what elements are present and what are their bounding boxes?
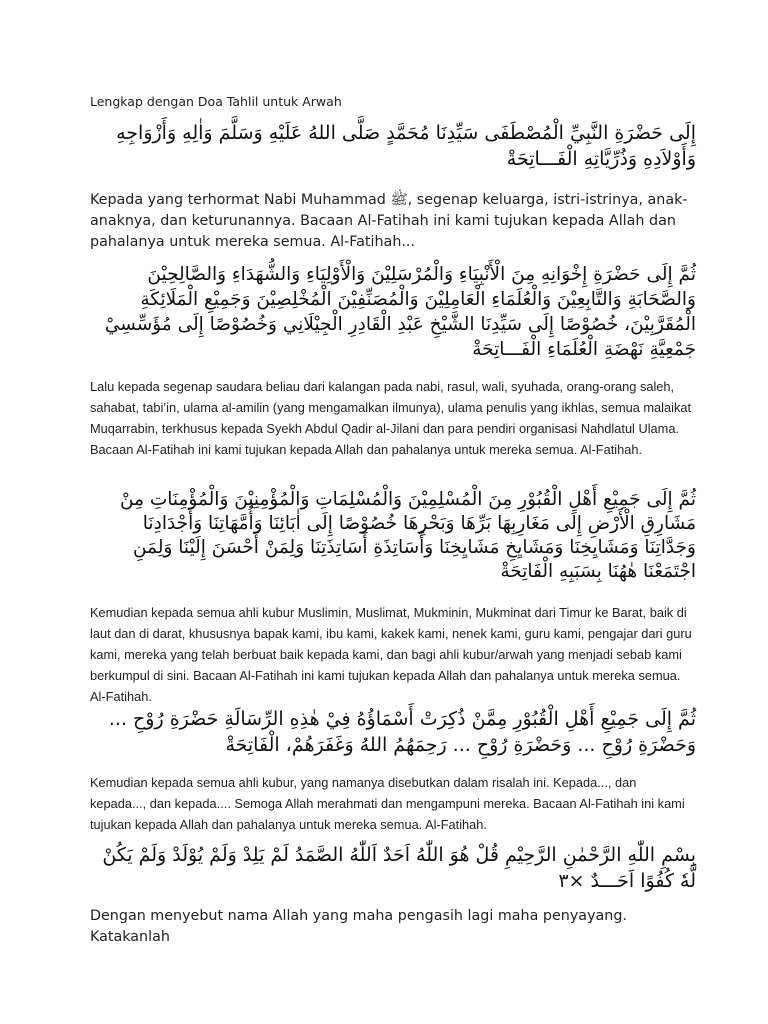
translation-4: Kemudian kepada semua ahli kubur, yang namanya disebutkan dalam risalah ini. Kepada..., dan kepada..., dan kepada.... Semoga Allah merahmati dan mengampuni mereka. Bacaan Al-Fatihah ini kami tujukan kepada Allah dan pahalanya untuk mereka semua. Al-Fatihah. [90,775,685,832]
translation-5: Dengan menyebut nama Allah yang maha pengasih lagi maha penyayang. Katakanlah [90,908,627,945]
arabic-prayer-4: ثُمَّ إِلَى جَمِيْعِ أَهْلِ الْقُبُوْرِ مِمَّنْ ذُكِرَتْ أَسْمَاؤُهُ فِيْ هٰذِهِ الرِّسَالَةِ حَضْرَةِ رُوْحِ ... وَحَضْرَةِ رُوْحِ ... وَحَضْرَةِ رُوْحِ ... رَحِمَهُمُ اللهُ وَغَفَرَهُمْ، الْفَاتِحَةْ [108,708,696,756]
document-title: Lengkap dengan Doa Tahlil untuk Arwah [90,94,342,109]
arabic-prayer-3: ثُمَّ إِلَى جَمِيْعِ أَهْلِ الْقُبُوْرِ مِنَ الْمُسْلِمِيْنَ وَالْمُسْلِمَاتِ وَالْمُؤْمِنِيْنَ وَالْمُؤْمِنَاتِ مِنْ مَشَارِقِ الْأَرْضِ إِلَى مَغَارِبِهَا بَرِّهَا وَبَحْرِهَا خُصُوْصًا إِلَى اٰبَائِنَا وَأُمَّهَاتِنَا وَأَجْدَادِنَا وَجَدَّاتِنَا وَمَشَايِخِنَا وَمَشَايِخِ مَشَايِخِنَا وَأَسَاتِذَةِ أَسَاتِذَتِنَا وَلِمَنْ أَحْسَنَ إِلَيْنَا وَلِمَنِ اجْتَمَعْنَا هٰهُنَا بِسَبَبِهِ الْفَاتِحَةْ [120,489,696,582]
translation-1: Kepada yang terhormat Nabi Muhammad ﷺ, segenap keluarga, istri-istrinya, anak-anaknya, dan keturunannya. Bacaan Al-Fatihah ini kami tujukan kepada Allah dan pahalanya untuk mereka semua. Al-Fatihah... [90,192,688,250]
translation-3: Kemudian kepada semua ahli kubur Muslimin, Muslimat, Mukminin, Mukminat dari Timur ke Barat, baik di laut dan di darat, khususnya bapak kami, ibu kami, kakek kami, nenek kami, guru kami, pengajar dari guru kami, mereka yang telah berbuat baik kepada kami, dan bagi ahli kubur/arwah yang menjadi sebab kami berkumpul di sini. Bacaan Al-Fatihah ini kami tujukan kepada Allah dan pahalanya untuk mereka semua. Al-Fatihah. [90,605,692,704]
arabic-prayer-2: ثُمَّ إِلَى حَضْرَةِ إِخْوَانِهِ مِنَ الْأَنْبِيَاءِ وَالْمُرْسَلِيْنَ وَالْأَوْلِيَاءِ وَالشُّهَدَاءِ وَالصَّالِحِيْنَ وَالصَّحَابَةِ وَالتَّابِعِيْنَ وَالْعُلَمَاءِ الْعَامِلِيْنَ وَالْمُصَنِّفِيْنَ الْمُخْلِصِيْنَ وَجَمِيْعِ الْمَلَائِكَةِ الْمُقَرَّبِيْنَ، خُصُوْصًا إِلَى سَيِّدِنَا الشَّيْخِ عَبْدِ الْقَادِرِ الْجِيْلَانِي وَخُصُوْصًا إِلَى مُؤَسِّسِيْ جَمْعِيَّةِ نَهْضَةِ الْعُلَمَاءِ الْفَـــاتِحَةْ [104,264,696,360]
translation-2: Lalu kepada segenap saudara beliau dari kalangan pada nabi, rasul, wali, syuhada, orang-orang saleh, sahabat, tabi’in, ulama al-amilin (yang mengamalkan ilmunya), ulama penulis yang ikhlas, semua malaikat Muqarrabin, terkhusus kepada Syekh Abdul Qadir al-Jilani dan para pendiri organisasi Nahdlatul Ulama. Bacaan Al-Fatihah ini kami tujukan kepada Allah dan pahalanya untuk mereka semua. Al-Fatihah. [90,379,692,457]
arabic-prayer-5: بِسْمِ اللّٰهِ الرَّحْمٰنِ الرَّحِيْمِ قُلْ هُوَ اللّٰهُ اَحَدٌ اَللّٰهُ الصَّمَدُ لَمْ يَلِدْ وَلَمْ يُوْلَدْ وَلَمْ يَكُنْ لَّهٗ كُفُوًا اَحَـــدٌ ×٣ [102,844,696,892]
arabic-prayer-1: إِلَى حَضْرَةِ النَّبِيِّ الْمُصْطَفَى سَيِّدِنَا مُحَمَّدٍ صَلَّى اللهُ عَلَيْهِ وَسَلَّمَ وَاٰلِهِ وَأَزْوَاجِهِ وَأَوْلاَدِهِ وَذُرِّيَّاتِهِ الْفَـــاتِحَةْ [116,122,696,170]
